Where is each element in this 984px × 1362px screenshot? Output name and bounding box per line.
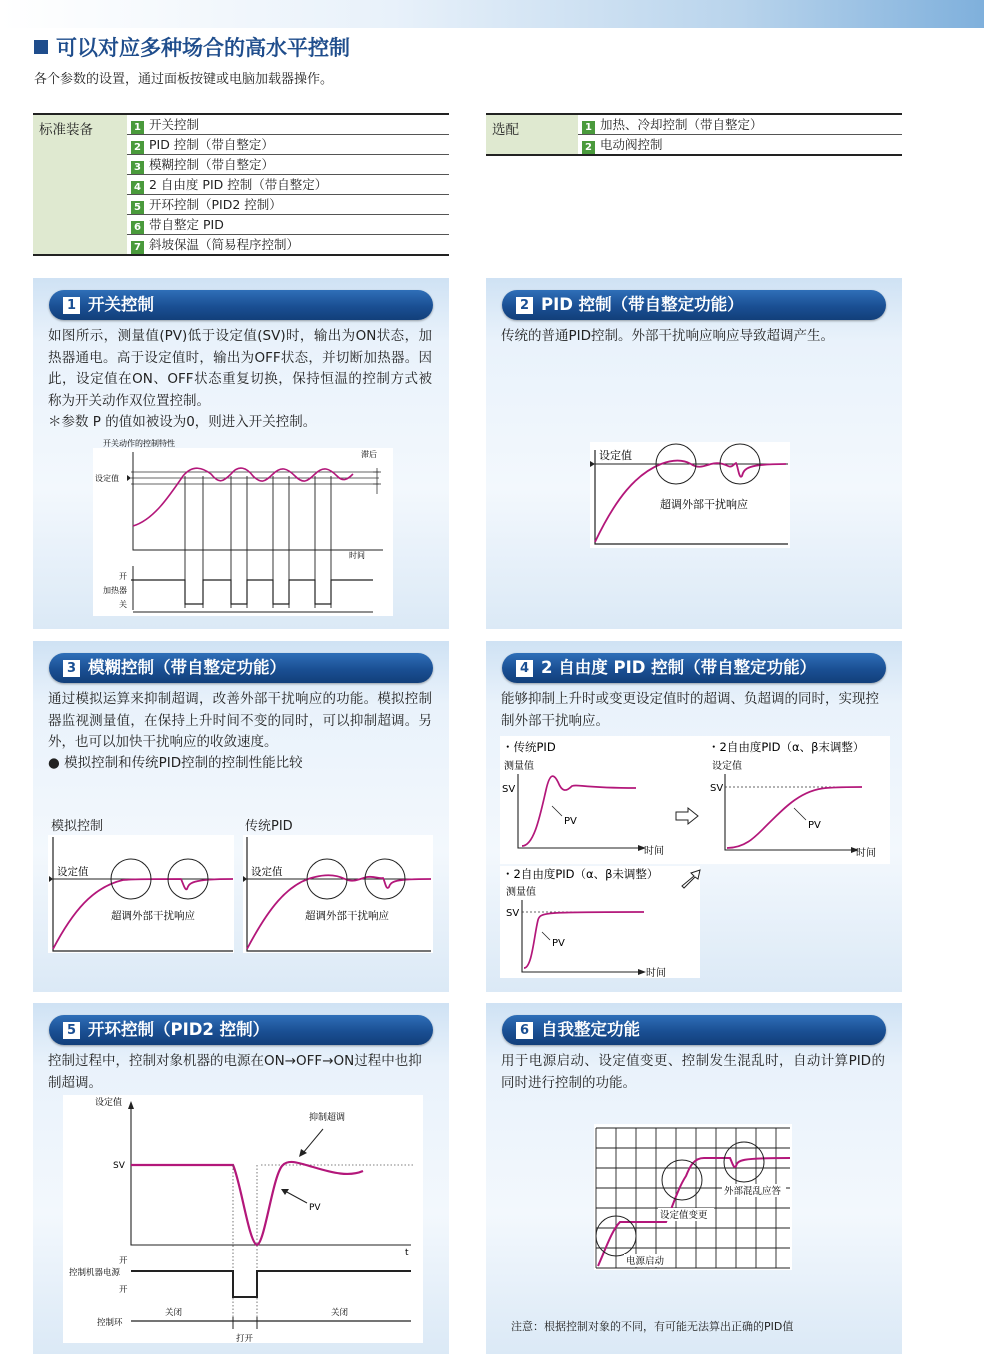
overshoot-label: 超调外部干扰响应 [660,498,748,511]
standard-equipment-table [33,113,449,256]
opt-item: 1 加热、冷却控制（带自整定） [578,114,902,135]
page-title: 可以对应多种场合的高水平控制 [34,32,350,62]
opt-item: 2 电动阀控制 [578,135,902,156]
chart-b-time: 时间 [856,848,876,859]
panel-title: 6 自我整定功能 [502,1015,886,1045]
top-banner [0,0,984,28]
standard-label: 标准装备 [33,114,127,255]
chart-b-ylabel: 设定值 [712,761,742,772]
pv-label: PV [309,1203,321,1213]
on-label: 开 [119,1256,128,1266]
chart-b-pv: PV [808,820,821,831]
change-label: 设定值变更 [660,1210,708,1221]
chart-caption: 开关动作的控制特性 [103,439,175,448]
panel-text: 能够抑制上升时或变更设定值时的超调、负超调的同时，实现控制外部干扰响应。 [501,691,879,729]
std-item: 7 斜坡保温（简易程序控制） [127,235,449,256]
panel-title: 1 开关控制 [49,290,433,320]
panel-text: 通过模拟运算来抑制超调，改善外部干扰响应的功能。模拟控制器监视测量值，在保持上升时间不变的同时，可以抑制超调。另外，也可以加快干扰响应的收敛速度。 [48,691,432,750]
std-item: 6 带自整定 PID [127,215,449,235]
panel-text: 如图所示，测量值(PV)低于设定值(SV)时，输出为ON状态，加热器通电。高于设定值时，输出为OFF状态，并切断加热器。因此，设定值在ON、OFF状态重复切换，保持恒温的控制方式被称为开关动作双位置控制。 [48,328,432,409]
panel-note: 注意：根据控制对象的不同，有可能无法算出正确的PID值 [511,1320,794,1333]
panel-onoff [33,278,449,629]
right-label: 超调外部干扰响应 [305,910,389,922]
on-label: 开 [119,572,127,581]
chart-a-sv: SV [502,784,516,795]
panel-title: 4 2 自由度 PID 控制（带自整定功能） [502,653,886,683]
off-label: 开 [119,1285,128,1295]
2dof-charts [486,736,902,986]
right-setpoint: 设定值 [251,866,283,878]
chart-b-sv: SV [710,783,724,794]
time-label: 时间 [349,551,365,560]
ylabel: 设定值 [95,1098,123,1108]
panel-title: 2 PID 控制（带自整定功能） [502,290,886,320]
heater-label: 加热器 [103,586,127,595]
loop-label: 控制环 [97,1318,123,1328]
panel-title: 3 模糊控制（带自整定功能） [49,653,433,683]
chart-a-pv: PV [564,816,577,827]
suppress-label: 抑制超调 [309,1113,346,1123]
t-label: t [405,1248,409,1258]
left-label: 超调外部干扰响应 [111,910,195,922]
start-label: 电源启动 [626,1256,665,1267]
panel-fuzzy [33,641,449,992]
chart-c-pv: PV [552,938,565,949]
closed1-label: 关闭 [165,1308,183,1318]
chart-c-sv: SV [506,908,520,919]
title-square-icon [34,40,48,54]
options-label: 选配 [486,114,578,155]
panel-title: 5 开环控制（PID2 控制） [49,1015,433,1045]
std-item: 4 2 自由度 PID 控制（带自整定） [127,175,449,195]
std-item: 2 PID 控制（带自整定） [127,135,449,155]
right-title: 传统PID [245,819,293,834]
chart-c-time: 时间 [646,968,666,979]
off-label: 关 [119,600,127,609]
chart-a-title: ・传统PID [502,740,556,754]
fuzzy-chart [33,831,449,961]
std-item: 3 模糊控制（带自整定） [127,155,449,175]
open-label: 打开 [236,1334,254,1344]
closed2-label: 关闭 [331,1308,349,1318]
chart-c-title: ・2自由度PID（α、β未调整） [502,867,659,881]
onoff-chart [33,438,449,618]
hysteresis-label: 滞后 [361,450,377,459]
setpoint-label: 设定值 [599,449,632,462]
options-table [486,113,902,156]
panel-note: ＊参数 P 的值如被设为0，则进入开关控制。 [48,414,317,430]
power-label: 控制机器电源 [69,1268,121,1278]
panel-text: 控制过程中，控制对象机器的电源在ON→OFF→ON过程中也抑制超调。 [48,1053,422,1091]
open-loop-chart [33,1093,449,1351]
std-item: 1 开关控制 [127,114,449,135]
std-item: 5 开环控制（PID2 控制） [127,195,449,215]
panel-2dof-pid [486,641,902,992]
panel-pid [486,278,902,629]
left-title: 模拟控制 [51,819,104,834]
disturb-label: 外部混乱应答 [724,1186,782,1197]
chart-b-title: ・2自由度PID（α、β末调整） [708,740,865,754]
chart-c-ylabel: 测量值 [506,887,536,898]
setpoint-label: 设定值 [95,474,119,483]
chart-a-time: 时间 [644,846,664,857]
panel-text: 用于电源启动、设定值变更、控制发生混乱时，自动计算PID的同时进行控制的功能。 [501,1053,885,1091]
panel-bullet: ● 模拟控制和传统PID控制的控制性能比较 [48,755,303,771]
chart-a-ylabel: 测量值 [504,761,534,772]
panel-open-loop [33,1003,449,1354]
left-setpoint: 设定值 [57,866,89,878]
sv-label: SV [113,1161,125,1171]
self-tuning-chart [486,1118,902,1278]
panel-text: 传统的普通PID控制。外部干扰响应响应导致超调产生。 [501,328,835,344]
panel-self-tuning [486,1003,902,1354]
pid-chart [486,438,902,558]
page-subtitle: 各个参数的设置，通过面板按键或电脑加载器操作。 [34,72,334,87]
